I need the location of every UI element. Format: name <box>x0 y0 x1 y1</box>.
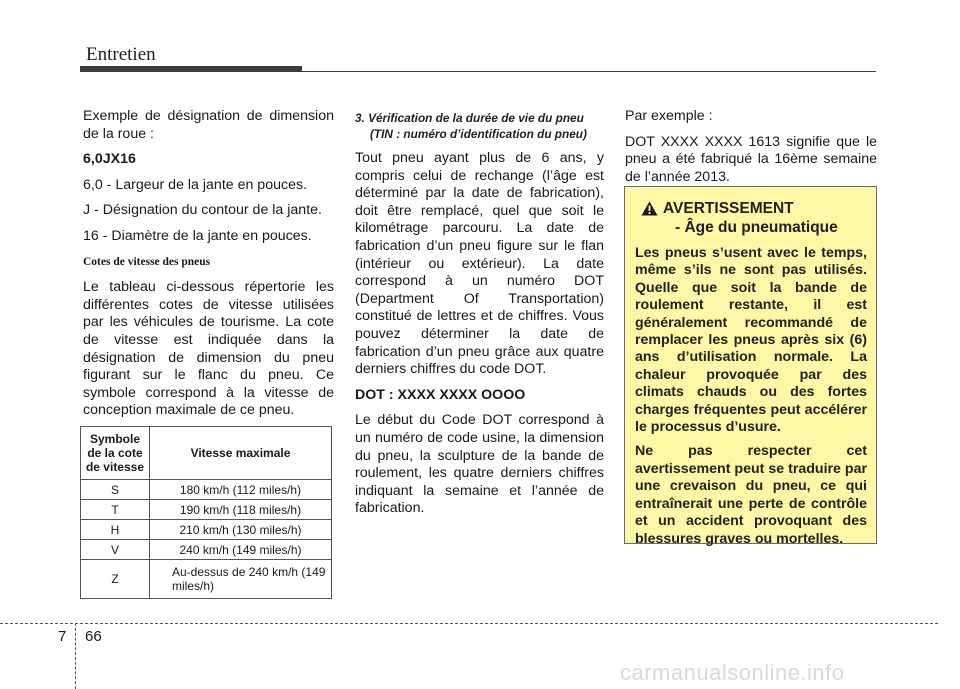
table-header-symbol: Symbole de la cote de vitesse <box>81 427 150 480</box>
table-cell-speed: 210 km/h (130 miles/h) <box>150 520 332 540</box>
speed-rating-table <box>80 426 332 599</box>
rim-intro-text: Exemple de désignation de dimension de la roue : <box>83 108 334 142</box>
table-row <box>81 500 332 520</box>
table-cell-symbol: H <box>81 520 150 540</box>
warning-paragraph-2: Ne pas respecter cet avertissement peut se traduire par une crevaison du pneu, ce qui entraînerait une perte de contrôle et un accident provoquant des blessures graves ou mortelles. <box>635 443 867 547</box>
example-label: Par exemple : <box>625 108 713 124</box>
warning-triangle-icon <box>641 201 658 221</box>
dot-paragraph: Le début du Code DOT correspond à un numéro de code usine, la dimension du pneu, la sculpture de la bande de roulement, les quatre derniers chiffres indiquant la semaine et l’année de fabrication. <box>355 412 604 517</box>
table-cell-speed: Au-dessus de 240 km/h (149 miles/h) <box>150 560 332 599</box>
watermark-text: carmanualsonline.info <box>620 660 845 685</box>
table-cell-symbol: V <box>81 540 150 560</box>
table-header-max-speed: Vitesse maximale <box>150 427 332 480</box>
table-cell-speed: 190 km/h (118 miles/h) <box>150 500 332 520</box>
table-cell-symbol: S <box>81 480 150 500</box>
speed-rating-subheading: Cotes de vitesse des pneus <box>83 255 211 268</box>
tin-paragraph: Tout pneu ayant plus de 6 ans, y compris celui de rechange (l’âge est déterminé par la date de fabrication), doit être remplacé, quel que soit le kilométrage parcouru. La date de fabrication d’un pneu figure sur le flan (intérieur ou extérieur). La date correspond à un numéro DOT (Department Of Transportation) constitué de lettres et de chiffres. Vous pouvez déterminer la date de fabrication d’un pneu grâce aux quatre derniers chiffres du code DOT. <box>355 150 604 378</box>
warning-box <box>624 186 877 547</box>
table-cell-speed: 240 km/h (149 miles/h) <box>150 540 332 560</box>
page-number: 66 <box>85 628 102 645</box>
table-cell-speed: 180 km/h (112 miles/h) <box>150 480 332 500</box>
rim-item-width: 6,0 - Largeur de la jante en pouces. <box>83 176 308 193</box>
table-row <box>81 480 332 500</box>
right-column <box>625 108 877 194</box>
middle-column <box>355 110 604 526</box>
table-cell-symbol: T <box>81 500 150 520</box>
table-row <box>81 520 332 540</box>
left-column <box>83 108 334 428</box>
warning-title: AVERTISSEMENT <box>663 200 794 217</box>
section-title: Entretien <box>86 44 156 65</box>
rim-example-code: 6,0JX16 <box>83 151 136 168</box>
step-title: 3. Vérification de la durée de vie du pneu (TIN : numéro d’identification du pneu) <box>355 111 587 141</box>
rim-item-diameter: 16 - Diamètre de la jante en pouces. <box>83 227 312 244</box>
table-row <box>81 540 332 560</box>
speed-rating-paragraph: Le tableau ci-dessous répertorie les différentes cotes de vitesse utilisées par les véhicules de tourisme. La cote de vitesse est indiquée dans la désignation de dimension du pneu figurant sur le flanc du pneu. Ce symbole correspond à la vitesse de conception maximale de ce pneu. <box>83 279 334 419</box>
header-rule-thick <box>80 66 302 72</box>
rim-item-contour: J - Désignation du contour de la jante. <box>83 202 322 219</box>
example-text: DOT XXXX XXXX 1613 signifie que le pneu a été fabriqué la 16ème semaine de l’année 2013. <box>625 133 877 185</box>
warning-subtitle: - Âge du pneumatique <box>675 219 838 236</box>
table-cell-symbol: Z <box>81 560 150 599</box>
header-rule-thin <box>302 71 876 72</box>
table-row <box>81 560 332 599</box>
chapter-number: 7 <box>58 628 67 645</box>
footer-vertical-divider <box>75 623 76 689</box>
footer-divider <box>0 623 938 624</box>
warning-heading <box>635 199 867 237</box>
warning-paragraph-1: Les pneus s’usent avec le temps, même s’ils ne sont pas utilisés. Quelle que soit la bande de roulement restante, il est généralement recommandé de remplacer les pneus après six (6) ans d’utilisation normale. La chaleur provoquée par des climats chauds ou des fortes charges fréquentes peut accélérer le processus d’usure. <box>635 245 867 436</box>
table-header-row <box>81 427 332 480</box>
dot-heading: DOT : XXXX XXXX OOOO <box>355 386 526 403</box>
